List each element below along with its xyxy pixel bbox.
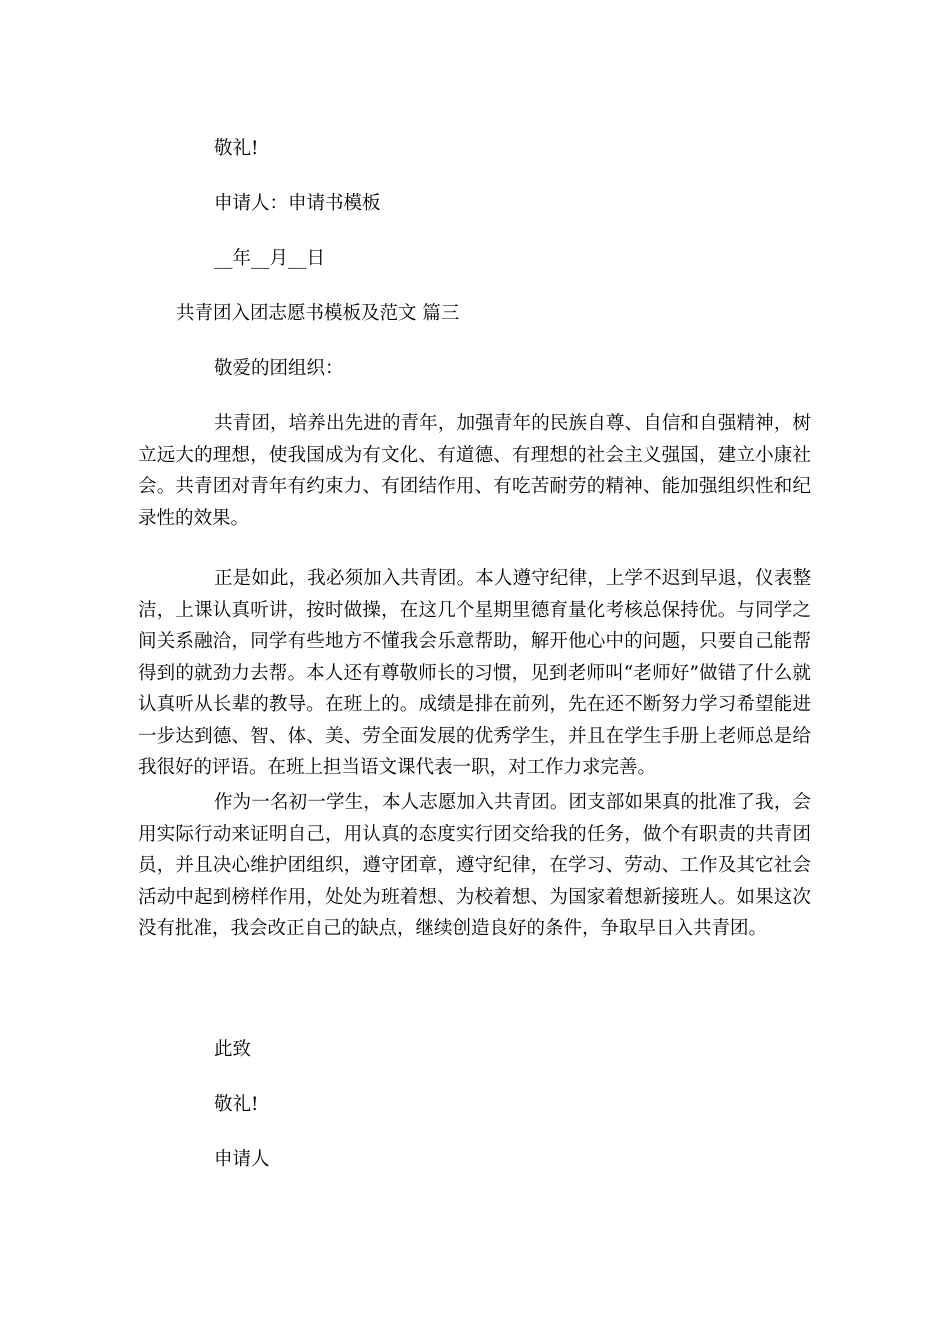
body-paragraph-2: 正是如此，我必须加入共青团。本人遵守纪律，上学不迟到早退，仪表整洁，上课认真听讲，按时做操，在这几个星期里德育量化考核总保持优。与同学之间关系融洽，同学有些地方不懂我会乐意帮助，解开他心中的问题，只要自己能帮得到的就劲力去帮。本人还有尊敬师长的习惯，见到老师叫“老师好”做错了什么就认真听从长辈的教导。在班上的。成绩是排在前列，先在还不断努力学习希望能进一步达到德、智、体、美、劳全面发展的优秀学生，并且在学生手册上老师总是给我很好的评语。在班上担当语文课代表一职，对工作力求完善。: [138, 568, 811, 778]
date-line: __年__月__日: [214, 248, 326, 269]
body-paragraph-3: 作为一名初一学生，本人志愿加入共青团。团支部如果真的批准了我，会用实际行动来证明自己，用认真的态度实行团交给我的任务，做个有职责的共青团员，并且决心维护团组织，遵守团章，遵守纪律，在学习、劳动、工作及其它社会活动中起到榜样作用，处处为班着想、为校着想、为国家着想新接班人。如果这次没有批准，我会改正自己的缺点，继续创造良好的条件，争取早日入共青团。: [138, 792, 811, 939]
body-paragraph-1: 共青团，培养出先进的青年，加强青年的民族自尊、自信和自强精神，树立远大的理想，使我国成为有文化、有道德、有理想的社会主义强国，建立小康社会。共青团对青年有约束力、有团结作用、有吃苦耐劳的精神、能加强组织性和纪录性的效果。: [138, 413, 811, 529]
greeting-line: 敬爱的团组织：: [214, 358, 344, 379]
section-title: 共青团入团志愿书模板及范文 篇三: [176, 303, 460, 324]
applicant-line-bottom: 申请人: [214, 1149, 270, 1170]
salute-line-bottom: 敬礼!: [214, 1094, 259, 1115]
applicant-line: 申请人：申请书模板: [214, 193, 381, 214]
regards-line: 此致: [214, 1039, 252, 1060]
salute-line: 敬礼!: [214, 138, 259, 159]
